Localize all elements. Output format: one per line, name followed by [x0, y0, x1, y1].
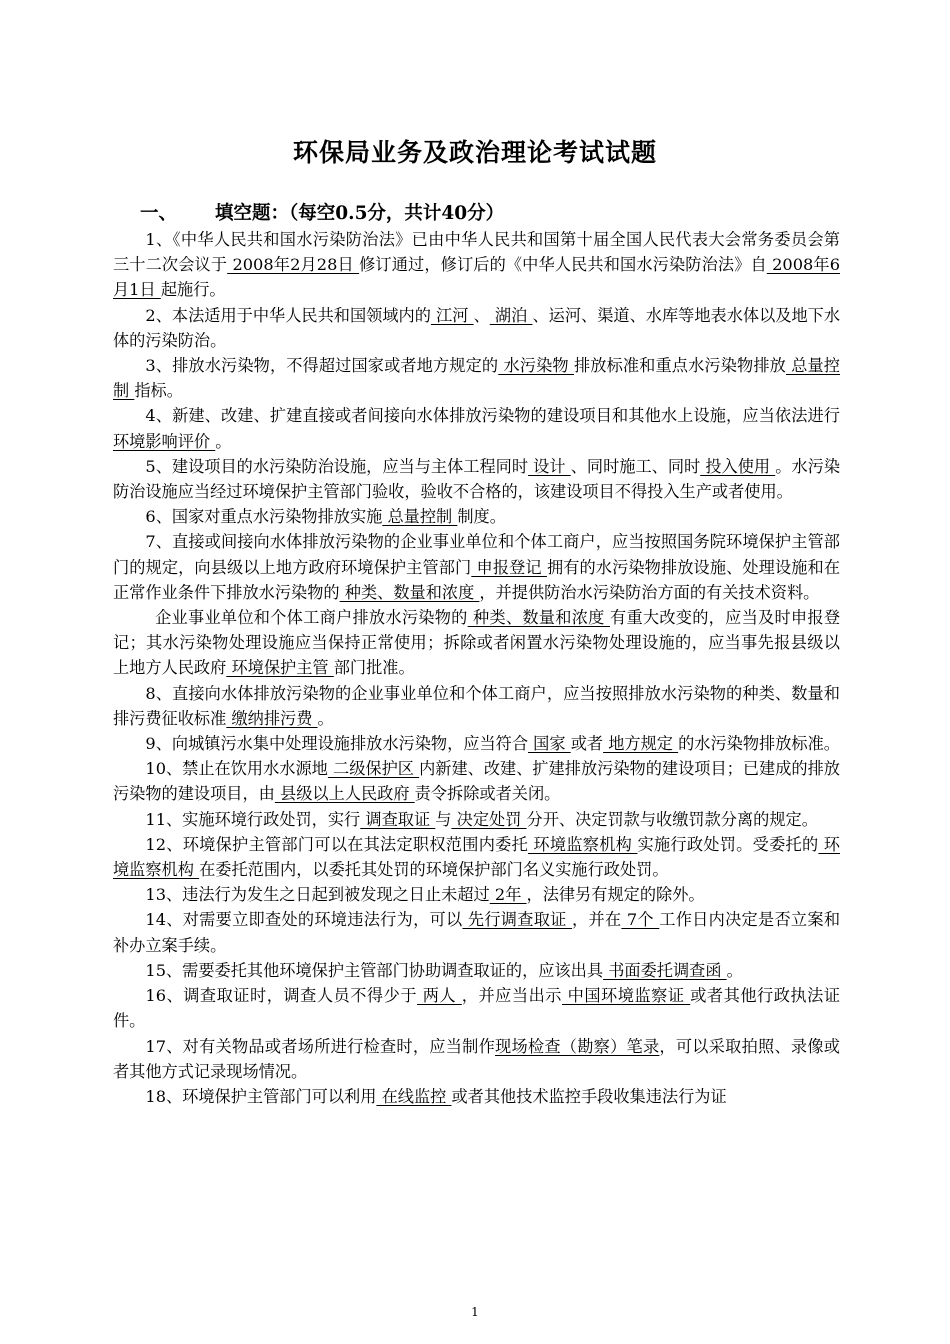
question-paragraph: [113, 403, 840, 453]
question-text: 。: [215, 431, 232, 451]
question-text: 部门批准。: [333, 658, 415, 678]
question-text: 1、《中华人民共和国水污染防治法》已由中华人民共和国第十届全国人民代表大会常务委员会第三十二次会议于: [113, 230, 840, 275]
question-paragraph: [113, 529, 840, 605]
answer-blank: 二级保护区: [327, 759, 420, 779]
question-text: 17、对有关物品或者场所进行检查时，应当制作: [145, 1036, 496, 1056]
question-paragraph: [113, 832, 840, 882]
answer-blank: 地方规定: [603, 734, 679, 754]
answer-blank: 申报登记: [471, 557, 547, 577]
question-paragraph: [113, 756, 840, 806]
question-text: 16、调查取证时，调查人员不得少于: [145, 986, 418, 1006]
question-text: 分开、决定罚款与收缴罚款分离的规定。: [526, 809, 818, 829]
answer-blank: 2008年6月1日: [113, 255, 841, 300]
answer-blank: 环境影响评价: [113, 431, 216, 451]
question-paragraph: [113, 807, 840, 832]
question-paragraph: [113, 983, 840, 1033]
question-text: 指标。: [134, 381, 183, 401]
answer-blank: 环境保护主管: [226, 658, 334, 678]
question-text: 或者其他行政执法证件。: [113, 986, 841, 1031]
question-paragraph: [113, 681, 840, 731]
question-text: ，并应当出示: [461, 986, 562, 1006]
question-text: 3、排放水污染物，不得超过国家或者地方规定的: [145, 356, 499, 376]
question-paragraph: [113, 303, 840, 353]
question-text: ，可以采取拍照、录像或者其他方式记录现场情况。: [113, 1036, 840, 1081]
question-paragraph: [113, 454, 840, 504]
question-text: 。: [726, 960, 743, 980]
question-text: 12、环境保护主管部门可以在其法定职权范围内委托: [145, 834, 529, 854]
question-text: 企业事业单位和个体工商户排放水污染物的: [155, 608, 468, 628]
question-text: 10、禁止在饮用水水源地: [145, 759, 328, 779]
answer-blank: 两人: [417, 986, 462, 1006]
question-text: 起施行。: [160, 280, 226, 300]
answer-blank: 县级以上人民政府: [274, 784, 415, 804]
question-paragraph: [113, 227, 840, 303]
section-heading: [140, 199, 504, 225]
question-text: 责令拆除或者关闭。: [414, 784, 561, 804]
answer-blank: 总量控制: [382, 507, 458, 527]
question-text: 、同时施工、同时: [570, 456, 701, 476]
answer-blank: 环境监察机构: [528, 834, 638, 854]
question-text: 。水污染防治设施应当经过环境保护主管部门验收，验收不合格的，该建设项目不得投入生产或者使用。: [113, 456, 841, 502]
section-number: 一、: [140, 203, 178, 224]
document-title: 环保局业务及政治理论考试试题: [292, 138, 657, 167]
answer-blank: 国家: [528, 734, 571, 754]
document-body: [113, 227, 840, 1109]
answer-blank: 先行调查取证: [462, 910, 573, 930]
question-text: 、: [473, 305, 490, 325]
answer-blank: 2年: [489, 885, 527, 905]
question-paragraph: [113, 1034, 840, 1084]
question-paragraph: [113, 353, 840, 403]
question-text: 修订通过，修订后的《中华人民共和国水污染防治法》自: [359, 255, 767, 275]
answer-blank: 江河: [430, 305, 474, 325]
answer-blank: 种类、数量和浓度: [467, 608, 610, 628]
question-paragraph: [113, 605, 840, 681]
answer-blank: 现场检查（勘察）笔录: [495, 1036, 660, 1056]
answer-blank: 决定处罚: [451, 809, 527, 829]
question-text: 4、新建、改建、扩建直接或者间接向水体排放污染物的建设项目和其他水上设施，应当依法进行: [145, 406, 840, 426]
question-text: 工作日内决定是否立案和补办立案手续。: [113, 910, 841, 955]
answer-blank: 种类、数量和浓度: [339, 582, 480, 602]
question-text: 排放标准和重点水污染物排放: [573, 356, 786, 376]
answer-blank: 投入使用: [700, 456, 776, 476]
question-paragraph: [113, 731, 840, 756]
answer-blank: 湖泊: [489, 305, 533, 325]
question-text: ，并提供防治水污染防治方面的有关技术资料。: [479, 582, 820, 602]
section-label: 填空题：（每空0.5分，共计40分）: [215, 203, 505, 224]
question-text: 或者其他技术监控手段收集违法行为证: [451, 1086, 727, 1106]
answer-blank: 在线监控: [376, 1086, 452, 1106]
question-text: 8、直接向水体排放污染物的企业事业单位和个体工商户，应当按照排放水污染物的种类、数量和排污费征收标准: [113, 683, 840, 728]
question-text: 内新建、改建、扩建排放污染物的建设项目；已建成的排放污染物的建设项目，由: [113, 759, 840, 804]
question-text: 13、违法行为发生之日起到被发现之日止未超过: [145, 885, 490, 905]
question-text: 实施行政处罚。受委托的: [637, 834, 819, 854]
question-paragraph: [113, 882, 840, 907]
answer-blank: 2008年2月28日: [227, 255, 360, 275]
answer-blank: 书面委托调查函: [603, 960, 727, 980]
question-text: 制度。: [457, 507, 506, 527]
answer-blank: 水污染物: [498, 356, 574, 376]
question-text: 7、直接或间接向水体排放污染物的企业事业单位和个体工商户，应当按照国务院环境保护主管部门的规定，向县级以上地方政府环境保护主管部门: [113, 532, 840, 577]
question-text: 、运河、渠道、水库等地表水体以及地下水体的污染防治。: [113, 305, 841, 350]
question-text: ，法律另有规定的除外。: [526, 885, 705, 905]
answer-blank: 7个: [621, 910, 660, 930]
question-text: 拥有的水污染物排放设施、处理设施和在正常作业条件下排放水污染物的: [113, 557, 841, 602]
answer-blank: 调查取证: [360, 809, 436, 829]
question-text: 18、环境保护主管部门可以利用: [145, 1086, 377, 1106]
question-text: ，并在: [572, 910, 622, 930]
answer-blank: 设计: [528, 456, 571, 476]
answer-blank: 中国环境监察证: [561, 986, 691, 1006]
question-text: 11、实施环境行政处罚，实行: [145, 809, 361, 829]
question-text: 在委托范围内，以委托其处罚的环境保护部门名义实施行政处罚。: [199, 860, 669, 880]
question-text: 或者: [570, 734, 604, 754]
page-number: 1: [471, 1305, 479, 1319]
answer-blank: 缴纳排污费: [226, 708, 318, 728]
question-paragraph: [113, 907, 840, 957]
question-text: 。: [317, 708, 334, 728]
question-text: 14、对需要立即查处的环境违法行为，可以: [145, 910, 463, 930]
question-text: 9、向城镇污水集中处理设施排放水污染物，应当符合: [145, 734, 529, 754]
question-paragraph: [113, 958, 840, 983]
question-text: 6、国家对重点水污染物排放实施: [145, 507, 383, 527]
question-text: 的水污染物排放标准。: [678, 734, 840, 754]
question-paragraph: [113, 504, 840, 529]
question-paragraph: [113, 1084, 840, 1109]
question-text: 与: [435, 809, 452, 829]
question-text: 有重大改变的，应当及时申报登记；其水污染物处理设施应当保持正常使用；拆除或者闲置水污染物处理设施的，应当事先报县级以上地方人民政府: [113, 608, 841, 678]
answer-blank: 环境监察机构: [113, 834, 840, 880]
question-text: 15、需要委托其他环境保护主管部门协助调查取证的，应该出具: [145, 960, 604, 980]
answer-blank: 总量控制: [113, 356, 840, 401]
question-text: 2、本法适用于中华人民共和国领域内的: [145, 305, 431, 325]
question-text: 5、建设项目的水污染防治设施，应当与主体工程同时: [145, 456, 529, 476]
